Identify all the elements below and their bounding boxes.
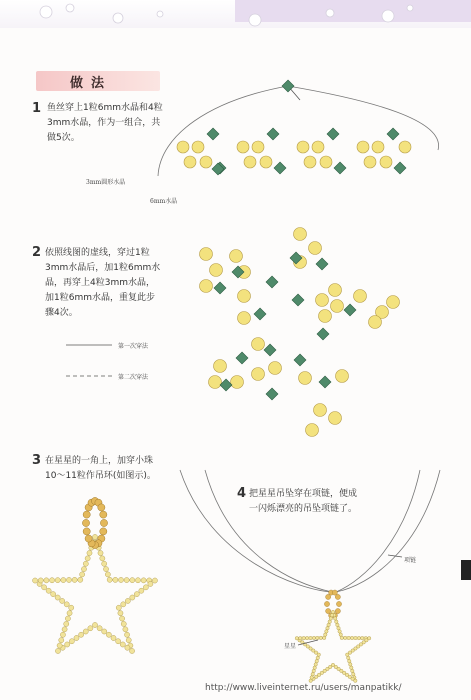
step1-crystal — [394, 162, 406, 174]
step2-bead — [316, 294, 329, 307]
step2-bead — [252, 338, 265, 351]
step3-loop-bead — [98, 504, 105, 511]
necklace-star-bead — [352, 672, 355, 675]
label-3mm-bead: 3mm圆形水晶 — [86, 179, 126, 186]
necklace-left-strand-b — [205, 470, 332, 592]
step2-bead — [214, 360, 227, 373]
step3-star-bead — [129, 648, 134, 653]
step3-star-bead — [55, 648, 60, 653]
necklace-star-bead — [337, 626, 340, 629]
necklace-star-bead — [316, 636, 319, 639]
step3-star-bead — [57, 643, 62, 648]
step3-loop-bead — [100, 519, 107, 526]
step2-bead — [354, 290, 367, 303]
step3-star-bead — [102, 629, 107, 634]
necklace-star-bead — [328, 620, 331, 623]
edge-mark — [461, 560, 471, 580]
necklace-star-bead — [344, 636, 347, 639]
step2-crystal — [220, 379, 232, 391]
step3-loop-bead — [83, 528, 90, 535]
step2-bead — [230, 250, 243, 263]
step3-star-bead — [74, 635, 79, 640]
step3-star-bead — [66, 577, 71, 582]
necklace-star-bead — [329, 617, 332, 620]
step3-star-bead — [118, 611, 123, 616]
step-3-text: 在星星的一角上，加穿小珠 10～11粒作吊环(如图示)。 — [45, 456, 156, 481]
step1-bead — [244, 156, 256, 168]
step1-crystal — [327, 128, 339, 140]
step2-bead — [306, 424, 319, 437]
step3-star-bead — [113, 577, 118, 582]
necklace-star-bead — [346, 653, 349, 656]
necklace-right-strand-a — [336, 470, 420, 592]
step3-star-bead — [103, 566, 108, 571]
step2-bead — [369, 316, 382, 329]
necklace-star-bead — [322, 636, 325, 639]
step3-star-bead — [125, 598, 130, 603]
necklace-loop-bead — [335, 608, 340, 613]
step3-star-bead — [152, 578, 157, 583]
step3-loop-bead — [82, 519, 89, 526]
step3-loop-bead — [85, 535, 92, 542]
step3-star-bead — [61, 577, 66, 582]
step1-bead — [297, 141, 309, 153]
step1-bead — [320, 156, 332, 168]
step2-bead — [314, 404, 327, 417]
step3-star-bead — [126, 638, 131, 643]
step3-star-bead — [130, 595, 135, 600]
necklace-star-bead — [309, 679, 312, 682]
step3-star-bead — [65, 616, 70, 621]
step2-crystal — [266, 388, 278, 400]
step2-bead — [200, 280, 213, 293]
step1-bead — [200, 156, 212, 168]
step2-crystal — [214, 282, 226, 294]
necklace-star-bead — [339, 633, 342, 636]
legend-second-pass: 第二次穿法 — [118, 374, 149, 381]
step3-star-bead — [79, 632, 84, 637]
necklace-loop-bead — [332, 590, 337, 595]
label-star: 星星 — [284, 643, 297, 650]
step1-top-crystal — [282, 80, 294, 92]
step3-star-bead — [121, 602, 126, 607]
necklace-star-bead — [309, 636, 312, 639]
step2-bead — [238, 312, 251, 325]
step1-bead — [184, 156, 196, 168]
necklace-star-bead — [349, 663, 352, 666]
step3-star-bead — [111, 635, 116, 640]
necklace-loop-bead — [336, 601, 341, 606]
step2-bead — [294, 228, 307, 241]
step1-bead — [372, 141, 384, 153]
necklace-star-bead — [305, 636, 308, 639]
step2-bead — [309, 242, 322, 255]
necklace-star-bead — [295, 637, 298, 640]
necklace-star-bead — [313, 666, 316, 669]
step3-star-bead — [102, 561, 107, 566]
step3-star-bead — [116, 605, 121, 610]
step3-star-bead — [64, 602, 69, 607]
step2-bead — [387, 296, 400, 309]
step3-star-bead — [44, 578, 49, 583]
step3-star-bead — [119, 616, 124, 621]
step3-star-bead — [38, 578, 43, 583]
step3-star-bead — [116, 639, 121, 644]
step3-star-bead — [32, 578, 37, 583]
step1-crystal — [274, 162, 286, 174]
step-2-number: 2 — [32, 245, 42, 260]
step2-bead — [269, 362, 282, 375]
step3-star-bead — [59, 638, 64, 643]
step3-star-bead — [139, 588, 144, 593]
necklace-star-bead — [348, 659, 351, 662]
necklace-star-bead — [350, 636, 353, 639]
step3-star-bead — [130, 578, 135, 583]
step-4-text: 把星星吊坠穿在项链，便成 一闪烁漂亮的吊坠项链了。 — [249, 489, 358, 514]
step3-star-bead — [88, 626, 93, 631]
necklace-loop-bead — [326, 608, 331, 613]
step3-star-bead — [80, 572, 85, 577]
step3-star-bead — [148, 581, 153, 586]
necklace-star-bead — [326, 626, 329, 629]
necklace-star-bead — [347, 636, 350, 639]
step3-star-bead — [125, 645, 130, 650]
step1-crystal — [267, 128, 279, 140]
step3-star-bead — [83, 561, 88, 566]
step2-crystal — [317, 328, 329, 340]
step1-bead — [304, 156, 316, 168]
necklace-star-bead — [336, 623, 339, 626]
step2-bead — [200, 248, 213, 261]
step3-star-bead — [92, 534, 97, 539]
step3-star-bead — [83, 629, 88, 634]
step1-bead — [364, 156, 376, 168]
step3-star-bead — [55, 595, 60, 600]
step3-star-bead — [124, 632, 129, 637]
step3-star-bead — [81, 566, 86, 571]
step1-crystal — [207, 128, 219, 140]
step2-bead — [299, 372, 312, 385]
step3-loop-bead — [100, 528, 107, 535]
step3-star-bead — [51, 592, 56, 597]
step2-crystal — [294, 354, 306, 366]
step3-star-bead — [60, 632, 65, 637]
step1-crystal — [334, 162, 346, 174]
step3-star-bead — [120, 642, 125, 647]
step1-bead — [237, 141, 249, 153]
step3-star-bead — [78, 577, 83, 582]
step2-crystal — [236, 352, 248, 364]
necklace-star-bead — [310, 676, 313, 679]
step3-star-bead — [69, 639, 74, 644]
step2-crystal — [292, 294, 304, 306]
necklace-star-bead — [312, 636, 315, 639]
section-title: 做法 — [70, 76, 113, 91]
step2-bead — [329, 412, 342, 425]
step2-crystal — [254, 308, 266, 320]
step-3-number: 3 — [32, 453, 42, 468]
step2-crystal — [316, 258, 328, 270]
necklace-star-bead — [327, 623, 330, 626]
step2-crystal — [344, 304, 356, 316]
step3-star-bead — [141, 578, 146, 583]
step3-star-bead — [69, 605, 74, 610]
step2-crystal — [266, 276, 278, 288]
necklace-star-bead — [361, 636, 364, 639]
necklace-star-bead — [357, 636, 360, 639]
necklace-left-strand-a — [180, 470, 332, 592]
step1-crystal — [387, 128, 399, 140]
necklace-star-bead — [331, 610, 334, 613]
step-1-number: 1 — [32, 101, 42, 116]
step-1-text: 鱼丝穿上1粒6mm水晶和4粒 3mm水晶，作为一组合，共 做5次。 — [47, 103, 163, 143]
step2-bead — [209, 376, 222, 389]
necklace-star-bead — [350, 666, 353, 669]
step1-bead — [357, 141, 369, 153]
step1-bead — [399, 141, 411, 153]
label-necklace: 项链 — [404, 557, 417, 564]
step1-bead — [177, 141, 189, 153]
footer-watermark: http://www.liveinternet.ru/users/manpatikk/ — [205, 683, 402, 693]
step2-bead — [252, 368, 265, 381]
step2-bead — [336, 370, 349, 383]
step3-star-bead — [118, 577, 123, 582]
necklace-star-bead — [314, 663, 317, 666]
step2-bead — [231, 376, 244, 389]
necklace-star-bead — [333, 617, 336, 620]
step3-star-bead — [106, 632, 111, 637]
step3-star-bead — [85, 556, 90, 561]
step3-star-bead — [98, 550, 103, 555]
necklace-star-bead — [299, 636, 302, 639]
step2-bead — [238, 290, 251, 303]
step3-star-bead — [97, 626, 102, 631]
necklace-star-bead — [325, 630, 328, 633]
step3-star-bead — [121, 621, 126, 626]
necklace-star-bead — [315, 659, 318, 662]
step-4-number: 4 — [237, 486, 247, 501]
step1-bead — [380, 156, 392, 168]
necklace-star-bead — [302, 636, 305, 639]
necklace-star-bead — [311, 672, 314, 675]
necklace-star-bead — [351, 669, 354, 672]
step3-star-bead — [100, 556, 105, 561]
necklace-star-bead — [354, 636, 357, 639]
step2-bead — [329, 284, 342, 297]
step3-star-bead — [135, 578, 140, 583]
step2-bead — [319, 310, 332, 323]
necklace-right-strand-b — [336, 470, 440, 592]
step2-bead — [331, 300, 344, 313]
step3-star-bead — [62, 627, 67, 632]
label-6mm-bead: 6mm水晶 — [150, 198, 178, 205]
step3-star-bead — [107, 577, 112, 582]
step3-star-bead — [87, 550, 92, 555]
step3-loop-bead — [100, 511, 107, 518]
necklace-star-bead — [338, 630, 341, 633]
necklace-star-bead — [324, 633, 327, 636]
step3-star-bead — [60, 598, 65, 603]
step2-crystal — [319, 376, 331, 388]
step3-loop-bead — [83, 511, 90, 518]
step3-star-bead — [67, 611, 72, 616]
step3-star-bead — [143, 585, 148, 590]
step-2-text: 依照线图的虚线，穿过1粒 3mm水晶后，加1粒6mm水 晶，再穿上4粒3mm水晶， 加1粒6mm水晶，重复此步 骤4次。 — [45, 248, 161, 318]
step3-star-bead — [65, 642, 70, 647]
necklace-star-bead — [340, 636, 343, 639]
step1-bead — [312, 141, 324, 153]
step1-bead — [192, 141, 204, 153]
step2-crystal — [264, 344, 276, 356]
step3-star-bead — [134, 592, 139, 597]
step3-star-bead — [105, 572, 110, 577]
step2-bead — [210, 264, 223, 277]
necklace-star-bead — [312, 669, 315, 672]
necklace-star-bead — [335, 620, 338, 623]
necklace-star-bead — [316, 656, 319, 659]
step3-star-bead — [46, 588, 51, 593]
necklace-star-bead — [319, 636, 322, 639]
step3-star-bead — [124, 577, 129, 582]
necklace-loop-bead — [324, 601, 329, 606]
step3-star-bead — [49, 578, 54, 583]
step3-star-bead — [92, 622, 97, 627]
necklace-star-bead — [347, 656, 350, 659]
step3-star-bead — [64, 621, 69, 626]
step3-star-bead — [72, 577, 77, 582]
step3-star-bead — [42, 585, 47, 590]
necklace-loop-bead — [335, 594, 340, 599]
necklace-star-bead — [330, 614, 333, 617]
step3-star-bead — [123, 627, 128, 632]
legend-first-pass: 第一次穿法 — [118, 343, 149, 350]
necklace-loop-bead — [326, 594, 331, 599]
step1-bead — [260, 156, 272, 168]
step3-star-bead — [55, 578, 60, 583]
step1-bead — [252, 141, 264, 153]
